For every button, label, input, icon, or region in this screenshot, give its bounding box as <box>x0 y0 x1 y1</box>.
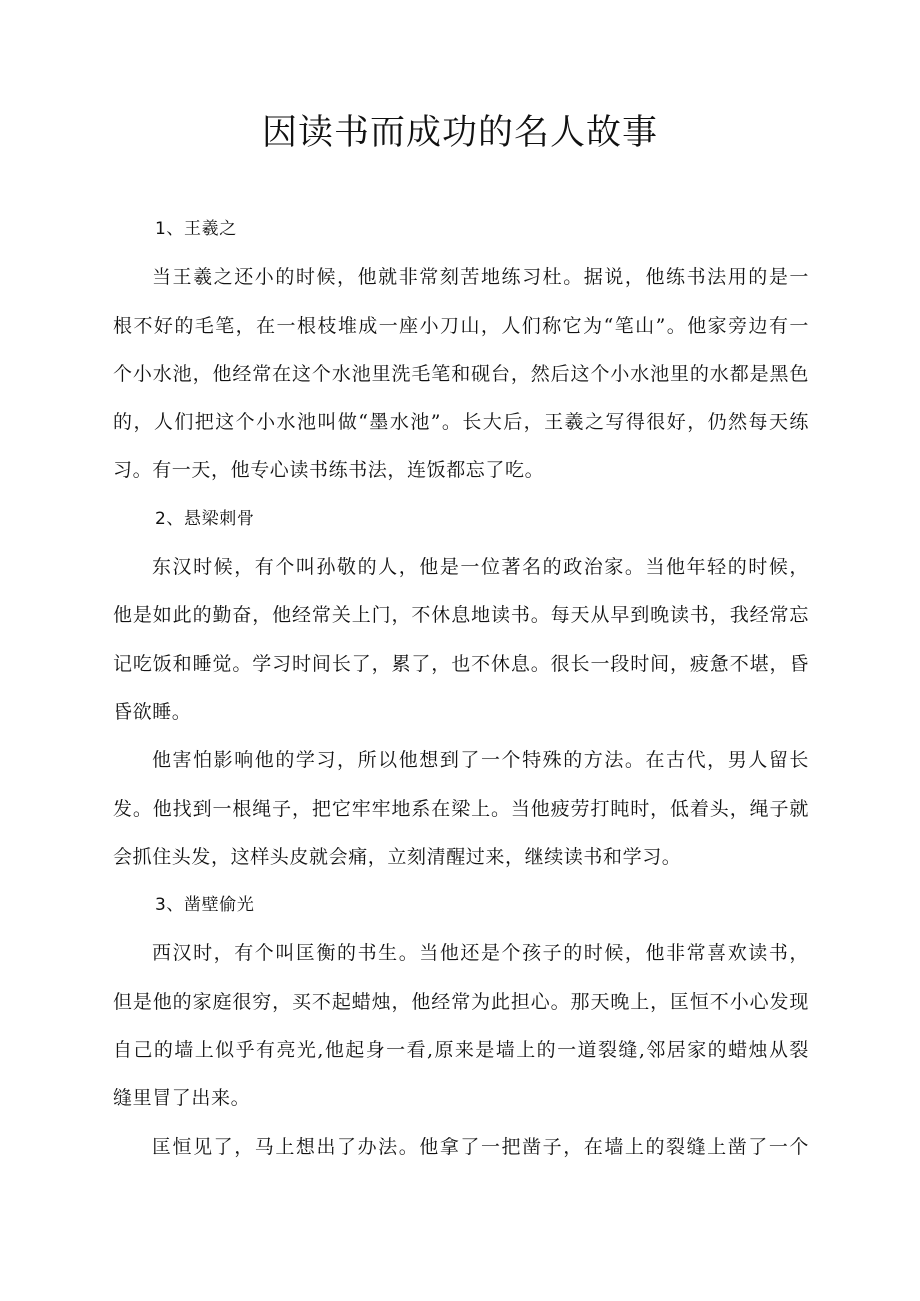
text-line: 当王羲之还小的时候，他就非常刻苦地练习杜。据说，他练书法用的是一 <box>152 266 809 289</box>
text-line: 个小水池，他经常在这个水池里洗毛笔和砚台，然后这个小水池里的水都是黑色 <box>113 362 809 385</box>
section-heading: 2、悬梁刺骨 <box>155 508 255 529</box>
text-line: 发。他找到一根绳子，把它牢牢地系在梁上。当他疲劳打盹时，低着头，绳子就 <box>113 797 809 820</box>
text-line: 自己的墙上似乎有亮光,他起身一看,原来是墙上的一道裂缝,邻居家的蜡烛从裂 <box>113 1039 809 1062</box>
text-line: 根不好的毛笔，在一根枝堆成一座小刀山，人们称它为“笔山”。他家旁边有一 <box>113 314 809 337</box>
text-line: 匡恒见了，马上想出了办法。他拿了一把凿子，在墙上的裂缝上凿了一个 <box>152 1135 809 1158</box>
text-line: 习。有一天，他专心读书练书法，连饭都忘了吃。 <box>113 459 545 482</box>
text-line: 东汉时候，有个叫孙敬的人，他是一位著名的政治家。当他年轻的时候， <box>152 556 809 579</box>
text-line: 缝里冒了出来。 <box>113 1087 251 1110</box>
text-line: 他害怕影响他的学习，所以他想到了一个特殊的方法。在古代，男人留长 <box>152 749 809 772</box>
section-heading: 1、王羲之 <box>155 219 237 239</box>
text-line: 的，人们把这个小水池叫做“墨水池”。长大后，王羲之写得很好，仍然每天练 <box>113 411 809 434</box>
text-line: 但是他的家庭很穷，买不起蜡烛，他经常为此担心。那天晚上，匡恒不小心发现 <box>113 990 809 1013</box>
text-line: 昏欲睡。 <box>113 700 192 723</box>
text-line: 西汉时，有个叫匡衡的书生。当他还是个孩子的时候，他非常喜欢读书， <box>152 942 809 965</box>
document-title: 因读书而成功的名人故事 <box>261 113 658 153</box>
text-line: 记吃饭和睡觉。学习时间长了，累了，也不休息。很长一段时间，疲惫不堪，昏 <box>113 652 809 675</box>
text-line: 他是如此的勤奋，他经常关上门，不休息地读书。每天从早到晚读书，我经常忘 <box>113 604 809 627</box>
text-line: 会抓住头发，这样头皮就会痛，立刻清醒过来，继续读书和学习。 <box>113 845 682 868</box>
document-body <box>113 205 809 1171</box>
section-heading: 3、凿壁偷光 <box>155 895 255 916</box>
